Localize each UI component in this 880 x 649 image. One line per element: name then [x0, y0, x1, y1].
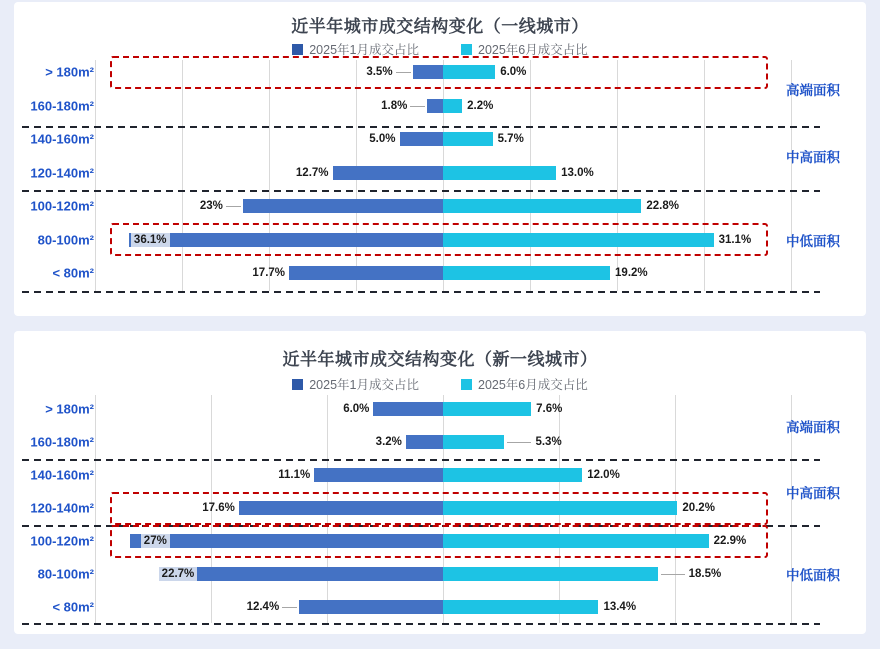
- section-label: 中低面积: [786, 233, 840, 249]
- category-label: < 80m²: [52, 265, 94, 281]
- value-label: 17.6%: [202, 502, 235, 514]
- grid-line: [95, 60, 96, 291]
- section-separator: [22, 623, 820, 625]
- value-label: 23%: [199, 200, 223, 212]
- value-label: 2.2%: [467, 99, 494, 112]
- category-label: 80-100m²: [37, 232, 94, 247]
- legend-jun-label: 2025年6月成交占比: [478, 378, 588, 392]
- value-label: 7.6%: [536, 403, 563, 415]
- grid-line: [269, 60, 270, 291]
- legend-jan-label: 2025年1月成交占比: [309, 378, 419, 392]
- jun-bar: [443, 468, 582, 482]
- chart-plot: [14, 331, 866, 634]
- highlight-box: [110, 492, 768, 525]
- category-label: < 80m²: [52, 599, 94, 615]
- jun-bar: [443, 132, 493, 146]
- tier1-chart-card: [14, 2, 866, 316]
- section-label: 中高面积: [786, 485, 840, 501]
- jun-bar: [443, 567, 658, 581]
- category-label: > 180m²: [45, 64, 94, 80]
- jun-bar: [443, 266, 610, 280]
- section-separator: [22, 126, 820, 128]
- category-label: 80-100m²: [37, 566, 94, 582]
- jan-bar: [333, 166, 443, 180]
- value-label: 6.0%: [343, 403, 370, 415]
- section-label: 高端面积: [786, 419, 840, 435]
- value-label: 13.4%: [603, 601, 637, 613]
- value-label: 6.0%: [500, 66, 527, 78]
- value-label: 5.7%: [497, 133, 524, 145]
- jan-bar: [373, 402, 443, 416]
- jan-bar: [180, 567, 443, 581]
- value-label: 19.2%: [615, 267, 648, 279]
- category-label: 120-140m²: [30, 165, 94, 180]
- jun-bar: [443, 99, 462, 113]
- section-separator: [22, 459, 820, 461]
- section-label: 高端面积: [786, 82, 840, 98]
- value-label: 27%: [141, 534, 170, 548]
- value-label: 12.7%: [295, 166, 329, 179]
- grid-line: [95, 395, 96, 623]
- section-separator: [22, 190, 820, 192]
- leader-line: [226, 206, 241, 207]
- legend-jan-label: 2025年1月成交占比: [309, 43, 419, 57]
- value-label: 22.8%: [646, 200, 679, 212]
- grid-line: [704, 60, 705, 291]
- jan-bar: [427, 99, 443, 113]
- value-label: 18.5%: [688, 568, 722, 580]
- value-label: 11.1%: [278, 469, 311, 481]
- jan-bar: [289, 266, 443, 280]
- value-label: 12.0%: [587, 469, 620, 481]
- value-label: 5.3%: [535, 436, 562, 448]
- value-label: 22.9%: [713, 535, 747, 547]
- jan-bar: [314, 468, 443, 482]
- jan-bar: [243, 199, 443, 213]
- category-label: 160-180m²: [30, 98, 94, 113]
- value-label: 17.7%: [252, 267, 286, 279]
- value-label: 5.0%: [369, 133, 396, 145]
- value-label: 22.7%: [159, 567, 198, 581]
- chart-title: 近半年城市成交结构变化（一线城市）: [291, 17, 589, 36]
- category-label: 160-180m²: [30, 434, 94, 450]
- category-label: 100-120m²: [30, 198, 94, 214]
- jun-bar: [443, 402, 531, 416]
- category-label: > 180m²: [45, 401, 94, 417]
- category-label: 100-120m²: [30, 533, 94, 549]
- section-label: 中高面积: [786, 149, 840, 165]
- value-label: 12.4%: [246, 601, 280, 613]
- highlight-box: [110, 223, 768, 256]
- jan-bar: [299, 600, 443, 614]
- jun-bar: [443, 166, 556, 180]
- leader-line: [661, 574, 685, 575]
- section-separator: [22, 291, 820, 293]
- legend-jun-label: 2025年6月成交占比: [478, 43, 588, 57]
- value-label: 3.2%: [375, 436, 402, 448]
- leader-line: [282, 607, 297, 608]
- grid-line: [182, 60, 183, 291]
- value-label: 13.0%: [561, 166, 594, 179]
- value-label: 3.5%: [366, 66, 393, 78]
- value-label: 36.1%: [131, 233, 170, 247]
- chart-title: 近半年城市成交结构变化（新一线城市）: [282, 350, 598, 369]
- category-label: 140-160m²: [30, 467, 94, 483]
- jan-bar: [400, 132, 444, 146]
- chart-plot: [14, 2, 866, 316]
- jun-bar: [443, 435, 504, 449]
- value-label: 31.1%: [718, 233, 752, 246]
- value-label: 1.8%: [381, 99, 408, 112]
- highlight-box: [110, 56, 768, 89]
- highlight-box: [110, 525, 768, 558]
- leader-line: [507, 442, 531, 443]
- category-label: 120-140m²: [30, 500, 94, 516]
- jun-bar: [443, 199, 641, 213]
- category-label: 140-160m²: [30, 131, 94, 147]
- jan-bar: [406, 435, 443, 449]
- new-tier1-chart-card: [14, 331, 866, 634]
- section-label: 中低面积: [786, 568, 840, 583]
- leader-line: [410, 106, 425, 107]
- value-label: 20.2%: [682, 502, 715, 514]
- grid-line: [617, 60, 618, 291]
- jun-bar: [443, 600, 598, 614]
